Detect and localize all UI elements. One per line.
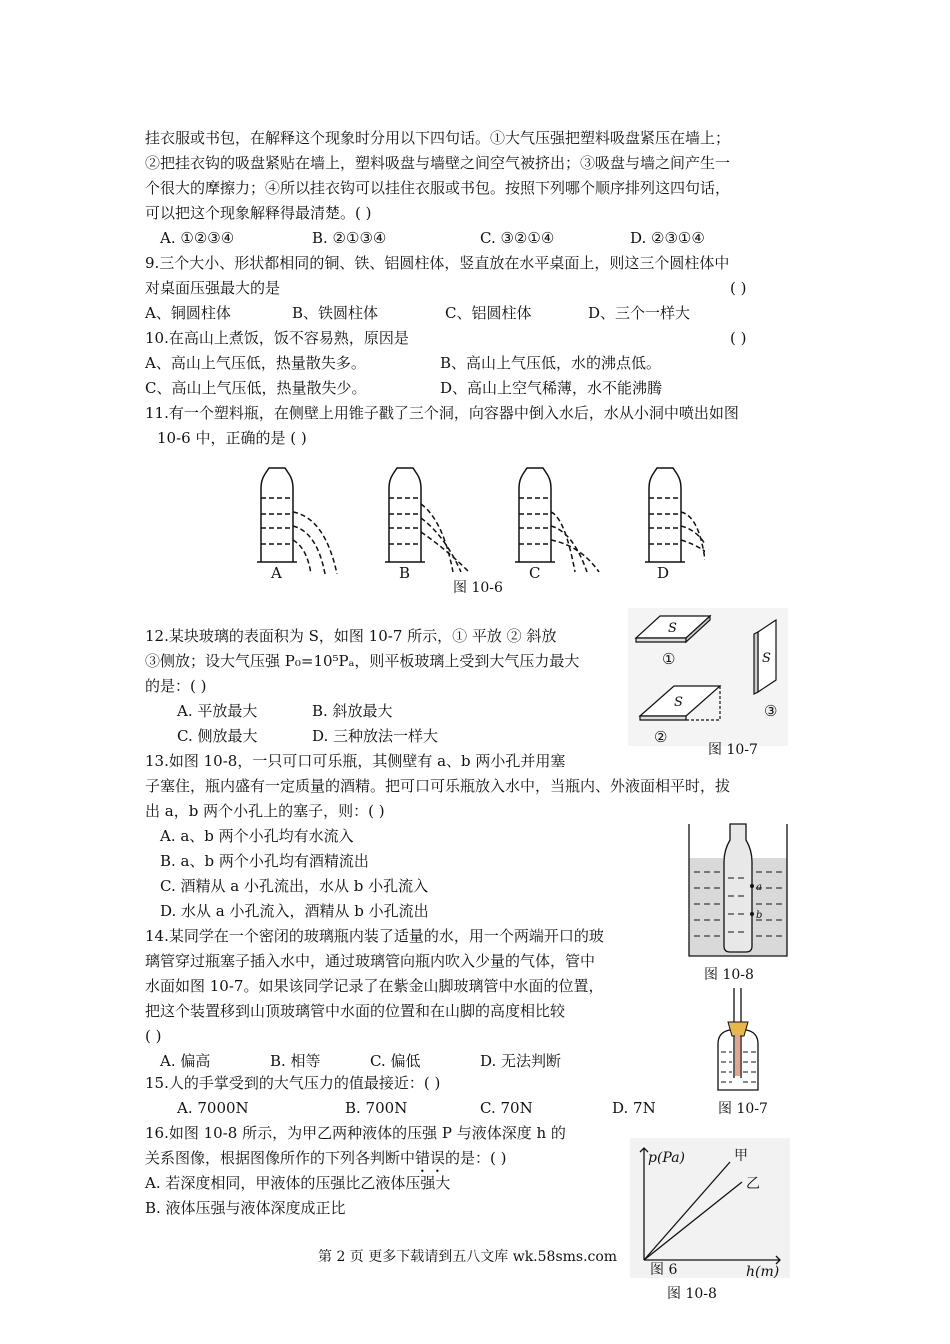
q11-line-2: 10-6 中，正确的是 ( ): [157, 429, 307, 447]
q8-option-c: C. ③②①④: [480, 229, 555, 247]
figure-10-7-caption-a: 图 10-7: [708, 742, 758, 758]
q14-option-c: C. 偏低: [370, 1052, 421, 1070]
figure-10-8-caption-a: 图 10-8: [704, 967, 754, 983]
stopper: [728, 1022, 748, 1036]
q13-line-3: 出 a，b 两个小孔上的塞子，则：( ): [145, 802, 385, 820]
bottle-d: [645, 468, 705, 564]
q8-option-a: A. ①②③④: [160, 229, 235, 247]
q9-line-1: 9.三个大小、形状都相同的铜、铁、铝圆柱体，竖直放在水平桌面上，则这三个圆柱体中: [145, 254, 730, 272]
q13-line-2: 子塞住，瓶内盛有一定质量的酒精。把可口可乐瓶放入水中，当瓶内、外液面相平时，拔: [145, 777, 731, 795]
label-d: D: [657, 564, 670, 582]
q12-line-2: ③侧放；设大气压强 P₀=10⁵Pₐ，则平板玻璃上受到大气压力最大: [145, 652, 580, 670]
page-footer: 第 2 页 更多下载请到五八文库 wk.58sms.com: [318, 1249, 618, 1265]
figure-10-7-glass-plates: [628, 608, 788, 746]
q12-line-3: 的是：( ): [145, 677, 207, 695]
hole-a-label: a: [756, 882, 762, 893]
q13-option-d: D. 水从 a 小孔流入，酒精从 b 小孔流出: [160, 902, 429, 920]
q15-option-d: D. 7N: [612, 1099, 656, 1117]
series-yi-label: 乙: [746, 1176, 760, 1192]
q14-option-b: B. 相等: [270, 1052, 321, 1070]
q15-line: 15.人的手掌受到的大气压力的值最接近：( ): [145, 1074, 441, 1092]
q12-option-b: B. 斜放最大: [312, 702, 393, 720]
q15-option-a: A. 7000N: [177, 1099, 249, 1117]
mark-3: ③: [764, 702, 778, 720]
q10-line: 10.在高山上煮饭，饭不容易熟，原因是: [145, 329, 409, 347]
q9-option-c: C、铝圆柱体: [445, 304, 532, 322]
q14-option-a: A. 偏高: [160, 1052, 211, 1070]
q12-option-d: D. 三种放法一样大: [312, 727, 439, 745]
water-column: [735, 1034, 740, 1076]
q9-line-2: 对桌面压强最大的是: [145, 279, 281, 297]
figure-10-6-bottles: [245, 460, 705, 592]
q13-option-c: C. 酒精从 a 小孔流出，水从 b 小孔流入: [160, 877, 429, 895]
q13-option-b: B. a、b 两个小孔均有酒精流出: [160, 852, 369, 870]
bottle-a: [257, 468, 337, 574]
q14-option-d: D. 无法判断: [480, 1052, 562, 1070]
q8-line-4: 可以把这个现象解释得最清楚。( ): [145, 204, 372, 222]
q14-line-2: 璃管穿过瓶塞子插入水中，通过玻璃管向瓶内吹入少量的气体，管中: [145, 952, 596, 970]
q14-line-5: ( ): [145, 1027, 162, 1045]
q10-option-d: D、高山上空气稀薄，水不能沸腾: [440, 379, 663, 397]
q14-line-4: 把这个装置移到山顶玻璃管中水面的位置和在山脚的高度相比较: [145, 1002, 566, 1020]
y-axis-label: p(Pa): [648, 1150, 686, 1166]
figure-10-8-pressure-graph: [630, 1138, 790, 1278]
q13-option-a: A. a、b 两个小孔均有水流入: [160, 827, 354, 845]
bottle-b: [385, 468, 469, 572]
label-a: A: [271, 564, 282, 582]
q12-line-1: 12.某块玻璃的表面积为 S，如图 10-7 所示，① 平放 ② 斜放: [145, 627, 557, 645]
q9-option-d: D、三个一样大: [588, 304, 691, 322]
x-axis-label: h(m): [746, 1264, 780, 1278]
q10-option-b: B、高山上气压低，水的沸点低。: [440, 354, 662, 372]
series-jia-label: 甲: [734, 1148, 748, 1164]
q11-line-1: 11.有一个塑料瓶，在侧壁上用锥子戳了三个洞，向容器中倒入水后，水从小洞中喷出如图: [145, 404, 739, 422]
q8-option-b: B. ②①③④: [312, 229, 387, 247]
plate-s-flat: S: [668, 621, 677, 636]
q9-option-b: B、铁圆柱体: [292, 304, 379, 322]
label-c: C: [529, 564, 541, 582]
graph-inner-caption: 图 6: [650, 1262, 678, 1278]
figure-10-8-cola-bottle: [686, 822, 790, 958]
q8-line-2: ②把挂衣钩的吸盘紧贴在墙上，塑料吸盘与墙壁之间空气被挤出；③吸盘与墙之间产生一: [145, 154, 731, 172]
q15-option-b: B. 700N: [345, 1099, 408, 1117]
emphasis-wrong: 错误: [415, 1149, 446, 1167]
figure-10-7-caption-b: 图 10-7: [718, 1101, 768, 1117]
q10-option-a: A、高山上气压低，热量散失多。: [145, 354, 366, 372]
plate-s-side: S: [762, 651, 771, 666]
q14-line-3: 水面如图 10-7。如果该同学记录了在紫金山脚玻璃管中水面的位置，: [145, 977, 604, 995]
q10-option-c: C、高山上气压低，热量散失少。: [145, 379, 367, 397]
hole-b-label: b: [756, 910, 763, 921]
q16-line-1: 16.如图 10-8 所示，为甲乙两种液体的压强 P 与液体深度 h 的: [145, 1124, 566, 1142]
q16-option-b: B. 液体压强与液体深度成正比: [145, 1199, 346, 1217]
q8-line-3: 个很大的摩擦力；④所以挂衣钩可以挂住衣服或书包。按照下列哪个顺序排列这四句话，: [145, 179, 731, 197]
q14-line-1: 14.某同学在一个密闭的玻璃瓶内装了适量的水，用一个两端开口的玻: [145, 927, 604, 945]
q8-option-d: D. ②③①④: [630, 229, 705, 247]
q12-option-a: A. 平放最大: [177, 702, 258, 720]
q12-option-c: C. 侧放最大: [177, 727, 258, 745]
q15-option-c: C. 70N: [480, 1099, 533, 1117]
q13-line-1: 13.如图 10-8，一只可口可乐瓶，其侧壁有 a、b 两小孔并用塞: [145, 752, 566, 770]
figure-10-6-caption: 图 10-6: [453, 580, 503, 596]
q9-option-a: A、铜圆柱体: [145, 304, 231, 322]
label-b: B: [399, 564, 411, 582]
q16-option-a: A. 若深度相同，甲液体的压强比乙液体压强大: [145, 1174, 451, 1192]
q10-answer-paren: ( ): [730, 329, 747, 347]
mark-1: ①: [662, 650, 676, 668]
figure-10-8-caption-b: 图 10-8: [667, 1286, 717, 1302]
mark-2: ②: [654, 728, 668, 746]
q9-answer-paren: ( ): [730, 279, 747, 297]
figure-10-7-sealed-bottle: [710, 986, 774, 1098]
q8-line-1: 挂衣服或书包，在解释这个现象时分用以下四句话。①大气压强把塑料吸盘紧压在墙上；: [145, 129, 731, 147]
bottle-c: [515, 468, 599, 572]
plate-s-inclined: S: [674, 695, 683, 710]
q16-line-2: 关系图像，根据图像所作的下列各判断中错误的是：( ): [145, 1149, 507, 1167]
